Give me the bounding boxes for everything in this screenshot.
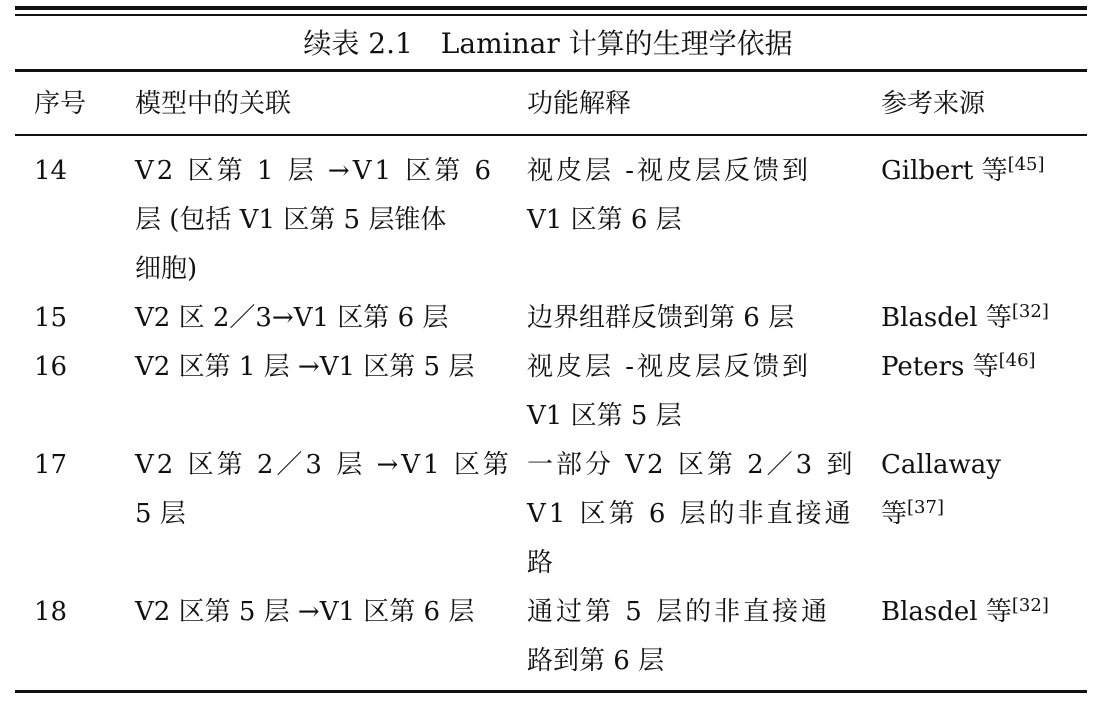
row-15-explanation-line-1: 边界组群反馈到第 6 层 [527, 303, 795, 333]
top-double-rule-inner [15, 14, 1087, 16]
row-15-source-name: Blasdel 等 [881, 303, 1012, 333]
header-top-rule [15, 69, 1087, 72]
row-18-no: 18 [34, 597, 68, 627]
row-15-source-ref: [32] [1011, 301, 1049, 322]
row-15-relation-line-1: V2 区 2／3→V1 区第 6 层 [135, 303, 449, 333]
row-16-explanation [527, 343, 811, 441]
row-16-explanation-line-1: 视皮层 -视皮层反馈到 [527, 352, 812, 382]
row-17-source-name-line-1: Callaway [881, 450, 1001, 480]
row-16-relation [135, 343, 474, 392]
row-14-relation-line-2: 层 (包括 V1 区第 5 层锥体 [135, 205, 447, 235]
row-16-relation-line-1: V2 区第 1 层 →V1 区第 5 层 [135, 352, 475, 382]
header-explanation: 功能解释 [527, 89, 632, 119]
row-17-explanation-line-2: V1 区第 6 层的非直接通 [527, 499, 854, 529]
row-17-explanation [527, 441, 855, 588]
row-16-explanation-line-2: V1 区第 5 层 [527, 401, 682, 431]
row-18-source-ref: [32] [1011, 595, 1049, 616]
row-16-no: 16 [34, 352, 68, 382]
table-caption: 续表 2.1 Laminar 计算的生理学依据 [303, 27, 793, 60]
row-16-source-name: Peters 等 [881, 352, 999, 382]
row-18-explanation [527, 588, 830, 686]
row-15-source [881, 294, 1049, 343]
row-14-no: 14 [34, 156, 68, 186]
row-16-source-ref: [46] [998, 350, 1036, 371]
row-17-explanation-line-3: 路 [527, 548, 554, 578]
row-18-explanation-line-2: 路到第 6 层 [527, 646, 665, 676]
row-17-source-name-line-2: 等 [881, 499, 908, 529]
row-18-source-name: Blasdel 等 [881, 597, 1012, 627]
row-17-source [881, 441, 1001, 539]
row-15-explanation [527, 294, 794, 343]
row-14-source [881, 147, 1045, 196]
row-16-source [881, 343, 1036, 392]
row-14-relation-line-1: V2 区第 1 层 →V1 区第 6 [135, 156, 495, 186]
row-18-explanation-line-1: 通过第 5 层的非直接通 [527, 597, 831, 627]
row-14-explanation-line-2: V1 区第 6 层 [527, 205, 682, 235]
row-17-relation [135, 441, 512, 539]
row-14-source-name: Gilbert 等 [881, 156, 1008, 186]
header-bottom-rule [15, 134, 1087, 136]
bottom-rule [15, 690, 1087, 693]
row-15-no: 15 [34, 303, 68, 333]
header-source: 参考来源 [881, 89, 986, 119]
row-18-relation-line-1: V2 区第 5 层 →V1 区第 6 层 [135, 597, 475, 627]
row-14-explanation [527, 147, 811, 245]
row-15-relation [135, 294, 448, 343]
row-17-relation-line-1: V2 区第 2／3 层 →V1 区第 [135, 450, 512, 480]
row-14-source-ref: [45] [1007, 154, 1045, 175]
header-relation: 模型中的关联 [135, 89, 292, 119]
row-14-relation [135, 147, 494, 294]
row-14-explanation-line-1: 视皮层 -视皮层反馈到 [527, 156, 812, 186]
row-17-explanation-line-1: 一部分 V2 区第 2／3 到 [527, 450, 856, 480]
top-double-rule-outer [15, 6, 1087, 10]
row-18-relation [135, 588, 474, 637]
header-no: 序号 [34, 89, 87, 119]
row-14-relation-line-3: 细胞) [135, 254, 198, 284]
row-17-relation-line-2: 5 层 [135, 499, 186, 529]
row-17-no: 17 [34, 450, 68, 480]
row-17-source-ref: [37] [907, 497, 944, 518]
row-18-source [881, 588, 1049, 637]
